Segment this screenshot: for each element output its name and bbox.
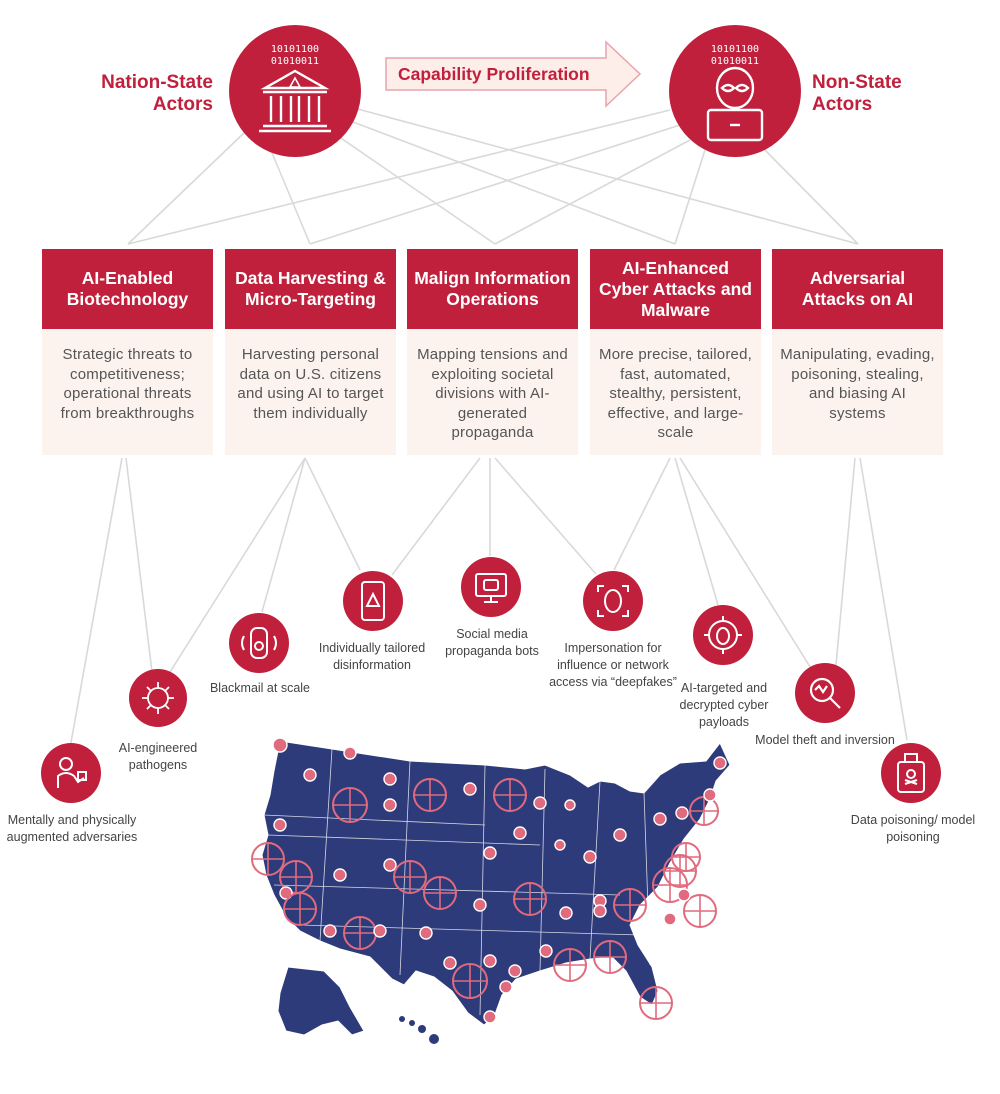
category-description: Manipulating, evading, poisoning, stealing, and biasing AI systems [772, 329, 943, 455]
target-marker [704, 789, 716, 801]
threat-label: Data poisoning/ model poisoning [850, 813, 976, 844]
alaska-shape [278, 967, 364, 1035]
category-adversarial-attacks [772, 249, 943, 455]
target-marker [484, 955, 496, 967]
category-description: Mapping tensions and exploiting societal divisions with AI-generated propaganda [407, 329, 578, 455]
category-description: Strategic threats to competitiveness; operational threats from breakthroughs [42, 329, 213, 455]
category-title: Adversarial Attacks on AI [772, 249, 943, 329]
target-marker [474, 899, 486, 911]
threat-label: Impersonation for influence or network access via “deepfakes” [549, 641, 677, 689]
non-state-icon [668, 24, 802, 158]
target-marker [464, 783, 476, 795]
target-marker [324, 925, 336, 937]
target-marker [484, 847, 496, 859]
threat-label: Mentally and physically augmented adversaries [6, 813, 138, 844]
target-marker [654, 813, 666, 825]
threat-label: Blackmail at scale [209, 681, 311, 695]
target-marker [594, 905, 606, 917]
face-scan-icon [582, 570, 644, 632]
threat-label: Model theft and inversion [755, 733, 895, 747]
target-marker [374, 925, 386, 937]
target-marker [274, 819, 286, 831]
target-marker [304, 769, 316, 781]
target-marker [384, 859, 396, 871]
target-marker [676, 807, 688, 819]
category-cyber-attacks [590, 249, 761, 455]
svg-text:10101100: 10101100 [270, 44, 320, 55]
threat-label: Social media propaganda bots [445, 627, 539, 658]
target-marker [714, 757, 726, 769]
bug-target-icon [692, 604, 754, 666]
smart-speaker-icon [228, 612, 290, 674]
target-marker [344, 747, 356, 759]
target-marker [555, 840, 565, 850]
category-biotechnology [42, 249, 213, 455]
target-marker [420, 927, 432, 939]
threat-label: Individually tailored disinformation [318, 641, 426, 672]
target-marker [678, 889, 690, 901]
category-information-operations [407, 249, 578, 455]
target-marker [514, 827, 526, 839]
category-title: AI-Enabled Biotechnology [42, 249, 213, 329]
target-marker [334, 869, 346, 881]
target-marker [584, 851, 596, 863]
target-marker [444, 957, 456, 969]
target-marker [384, 799, 396, 811]
svg-text:10101100: 10101100 [710, 44, 760, 55]
target-marker [384, 773, 396, 785]
target-marker [614, 829, 626, 841]
poison-bottle-icon [880, 742, 942, 804]
category-description: More precise, tailored, fast, automated, stealthy, persistent, effective, and large-scale [590, 329, 761, 455]
target-marker [664, 913, 676, 925]
virus-icon [128, 668, 188, 728]
target-marker [560, 907, 572, 919]
threat-label: AI-targeted and decrypted cyber payloads [679, 681, 769, 729]
category-description: Harvesting personal data on U.S. citizens and using AI to target them individually [225, 329, 396, 455]
svg-text:01010011: 01010011 [270, 56, 320, 67]
target-marker [500, 981, 512, 993]
target-marker [565, 800, 575, 810]
target-marker [484, 1011, 496, 1023]
category-title: Data Harvesting & Micro-Targeting [225, 249, 396, 329]
target-marker [534, 797, 546, 809]
category-title: AI-Enhanced Cyber Attacks and Malware [590, 249, 761, 329]
target-marker [509, 965, 521, 977]
nation-state-label: Nation-State Actors [101, 72, 213, 115]
phone-warning-icon [342, 570, 404, 632]
category-title: Malign Information Operations [407, 249, 578, 329]
target-marker [273, 738, 287, 752]
non-state-label: Non-State Actors [812, 72, 902, 115]
magnifier-icon [794, 662, 856, 724]
bot-monitor-icon [460, 556, 522, 618]
capability-proliferation-label: Capability Proliferation [398, 64, 590, 84]
category-data-harvesting [225, 249, 396, 455]
svg-text:01010011: 01010011 [710, 56, 760, 67]
threat-label: AI-engineered pathogens [118, 741, 198, 772]
us-map [240, 735, 740, 1055]
nation-state-icon [228, 24, 362, 158]
target-marker [540, 945, 552, 957]
